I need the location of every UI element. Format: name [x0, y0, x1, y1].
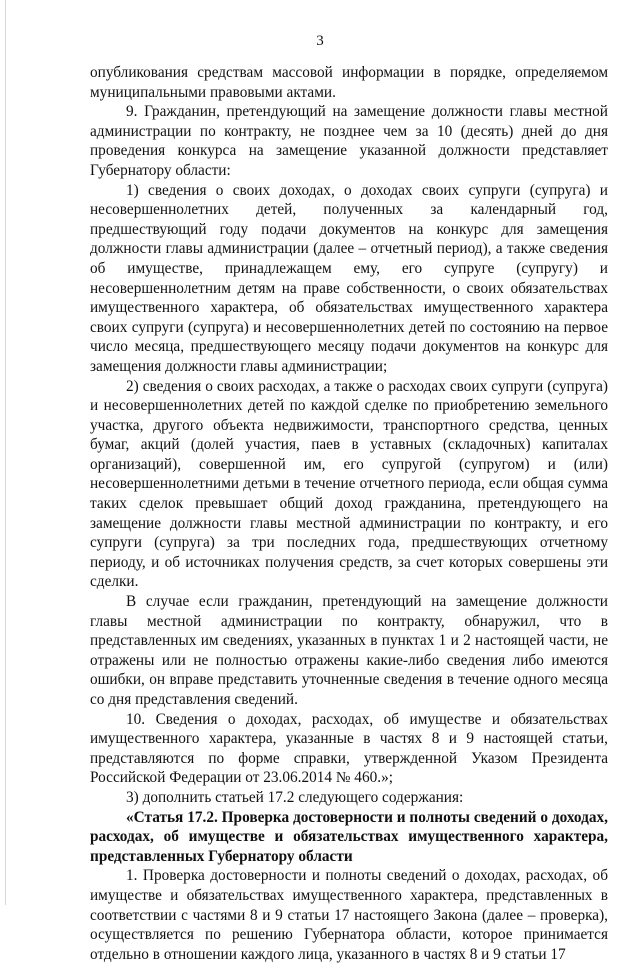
paragraph: 3) дополнить статьей 17.2 следующего содержания: — [126, 788, 464, 806]
paragraph: 1. Проверка достоверности и полноты сведений о доходах, расходах, об имуществе и обязательствах имущественного характера, представленных в соответствии с частями 8 и 9 статьи 17 настоящего Закона (далее – проверка), осуществляется по решению Губернатора области, которое принимается отдельно в отношении каждого лица, указанного в частях 8 и 9 статьи 17 — [90, 867, 608, 963]
scan-edge-line — [5, 0, 6, 905]
paragraph: 2) сведения о своих расходах, а также о расходах своих супруги (супруга) и несовершеннолетних детей по каждой сделке по приобретению земельного участка, другого объекта недвижимости, транспортного средства, ценных бумаг, акций (долей участия, паев в уставных (складочных) капиталах организаций), совершенной им, его супругой (супругом) и (или) несовершеннолетними детьми в течение отчетного периода, если общая сумма таких сделок превышает общий доход гражданина, претендующего на замещение должности главы местной администрации по контракту, и его супруги (супруга) за три последних года, предшествующих отчетному периоду, и об источниках получения средств, за счет которых совершены эти сделки. — [90, 377, 608, 591]
paragraph: В случае если гражданин, претендующий на замещение должности главы местной администрации по контракту, обнаружил, что в представленных им сведениях, указанных в пунктах 1 и 2 настоящей части, не отражены или не полностью отражены какие-либо сведения либо имеются ошибки, он вправе представить уточненные сведения в течение одного месяца со дня представления сведений. — [90, 593, 608, 708]
paragraph: 10. Сведения о доходах, расходах, об имуществе и обязательствах имущественного характера, указанные в частях 8 и 9 настоящей статьи, представляются по форме справки, утвержденной Указом Президента Российской Федерации от 23.06.2014 № 460.»; — [90, 710, 608, 787]
article-heading: «Статья 17.2. Проверка достоверности и полноты сведений о доходах, расходах, об имуществе и обязательствах имущественного характера, представленных Губернатору области — [90, 808, 608, 865]
paragraph: опубликования средствам массовой информации в порядке, определяемом муниципальными правовыми актами. — [90, 64, 608, 101]
paragraph: 9. Гражданин, претендующий на замещение должности главы местной администрации по контракту, не позднее чем за 10 (десять) дней до дня проведения конкурса на замещение указанной должности представляет Губернатору области: — [90, 103, 608, 179]
paragraph: 1) сведения о своих доходах, о доходах своих супруги (супруга) и несовершеннолетних детей, полученных за календарный год, предшествующий году подачи документов на конкурс для замещения должности главы администрации (далее – отчетный период), а также сведения об имуществе, принадлежащем ему, его супруге (супругу) и несовершеннолетним детям на праве собственности, о своих обязательствах имущественного характера, об обязательствах имущественного характера своих супруги (супруга) и несовершеннолетних детей по состоянию на первое число месяца, предшествующего месяцу подачи документов на конкурс для замещения должности главы администрации; — [90, 181, 608, 375]
page-number: 3 — [316, 33, 324, 49]
document-body — [90, 63, 608, 964]
